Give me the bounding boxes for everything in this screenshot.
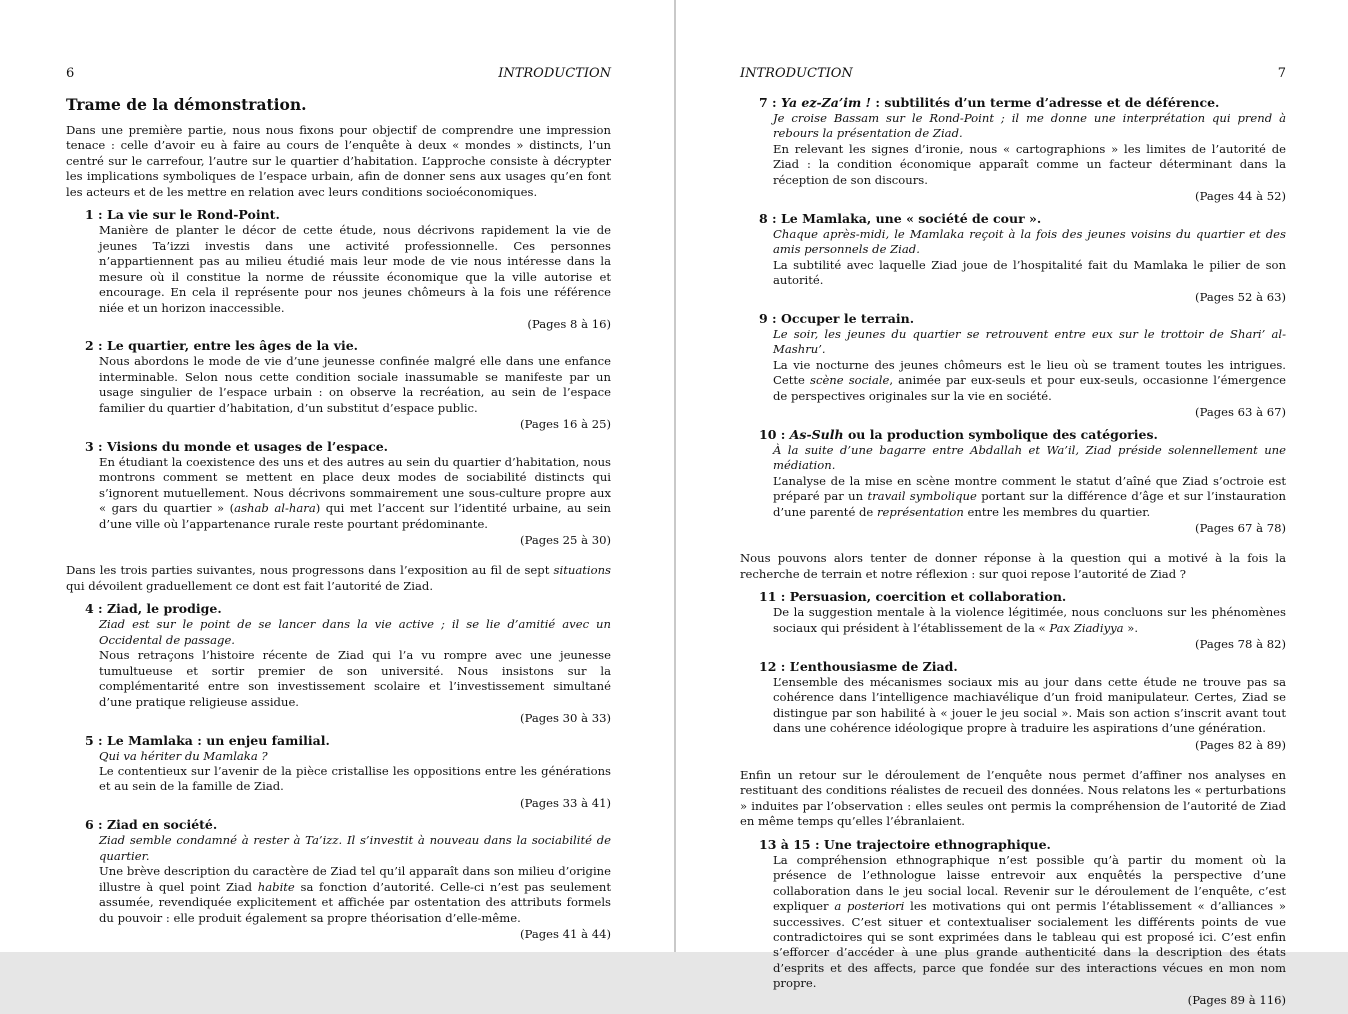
chapter-title: 2 : Le quartier, entre les âges de la vie. (85, 338, 359, 354)
transition-paragraph (66, 563, 611, 594)
chapter-summary (773, 474, 1286, 520)
text-run: De la suggestion mentale à la violence légitimée, nous concluons sur les phénomènes sociaux qui président à l’établissement de la « (773, 605, 1286, 635)
chapter-8 (759, 211, 1286, 305)
page-range: (Pages 82 à 89) (1195, 737, 1286, 752)
chapter-summary: En relevant les signes d’ironie, nous « cartographions » les limites de l’autorité de Ziad : la condition économique apparaît comme un facteur déterminant dans la réception de son discours. (773, 141, 1286, 187)
chapter-lead: À la suite d’une bagarre entre Abdallah et Wa’il, Ziad préside solennellement une médiation. (773, 442, 1286, 473)
text-run: portant sur la différence d’âge et sur l’instauration d’une parenté de (773, 489, 1286, 519)
page-range: (Pages 78 à 82) (1195, 637, 1286, 652)
emphasis: représentation (876, 504, 964, 519)
page-range: (Pages 16 à 25) (520, 417, 611, 432)
chapter-title (759, 95, 1286, 111)
chapter-2 (85, 338, 611, 432)
chapter-title: 1 : La vie sur le Rond-Point. (85, 207, 280, 223)
chapter-lead: Je croise Bassam sur le Rond-Point ; il me donne une interprétation qui prend à rebours la présentation de Ziad. (773, 111, 1286, 141)
page-range: (Pages 63 à 67) (1195, 405, 1286, 420)
emphasis: scène sociale (810, 373, 890, 388)
emphasis: travail symbolique (867, 489, 977, 504)
chapter-summary: Nous abordons le mode de vie d’une jeunesse confinée malgré elle dans une enfance interminable. Selon nous cette condition sociale inassumable se manifeste par un usage singulier de l’espace urbain : on observe la recréation, au sein de l’espace familier du quartier d’habitation, d’un substitut d’espace public. (99, 354, 611, 415)
chapter-title: 8 : Le Mamlaka, une « société de cour ». (759, 210, 1042, 226)
text-run: L’analyse de la mise en scène montre comment le statut d’aîné que Ziad s’octroie est préparé par un (773, 473, 1286, 504)
chapter-10 (759, 427, 1286, 537)
right-page (676, 0, 1348, 1007)
page-range: (Pages 30 à 33) (520, 711, 611, 726)
chapter-title: 5 : Le Mamlaka : un enjeu familial. (85, 732, 330, 748)
text-run: sa fonction d’autorité. Celle-ci n’est pas seulement assumée, revendiquée explicitement et affichée par ostentation des attributs formels du pouvoir : elle produit également sa propre théorisation d’elle-même. (99, 879, 611, 925)
text-run: La vie nocturne des jeunes chômeurs est le lieu où se trament toutes les intrigues. Cette (773, 357, 1286, 388)
chapter-title: 12 : L’enthousiasme de Ziad. (759, 658, 958, 674)
chapter-summary (99, 455, 611, 532)
text-run: ou la production symbolique des catégories. (843, 426, 1158, 442)
intro-paragraph: Dans une première partie, nous nous fixons pour objectif de comprendre une impression tenace : celle d’avoir eu à faire au cours de l’enquête à deux « mondes » distincts, l’un centré sur le carrefour, l’autre sur le quartier d’habitation. L’approche consiste à décrypter les implications symboliques de l’espace urbain, afin de donner sens aux usages qu’en font les acteurs et de les mettre en relation avec leurs conditions socioéconomiques. (66, 123, 611, 199)
chapter-13-15 (759, 837, 1286, 1009)
chapter-5 (85, 733, 611, 812)
chapter-title: 4 : Ziad, le prodige. (85, 601, 222, 617)
text-run: En étudiant la coexistence des uns et des autres au sein du quartier d’habitation, nous montrons comment se mettent en place deux modes de sociabilité distincts qui s’ignorent mutuellement. Nous décrivons sommairement une sous-culture propre aux « gars du quartier » ( (99, 454, 611, 516)
text-run: qui dévoilent graduellement ce dont est fait l’autorité de Ziad. (66, 578, 434, 593)
chapter-4 (85, 601, 611, 726)
chapter-lead: Ziad semble condamné à rester à Ta’izz. Il s’investit à nouveau dans la sociabilité de quartier. (99, 833, 611, 863)
chapter-summary: Manière de planter le décor de cette étude, nous décrivons rapidement la vie de jeunes Ta’izzi investis dans une activité professionnelle. Ces personnes n’appartiennent pas au milieu étudié mais leur mode de vie nous intéresse dans la mesure où il constitue la norme de réussite économique que la ville autorise et encourage. En cela il représente pour nos jeunes chômeurs à la fois une référence niée et un horizon inaccessible. (99, 223, 611, 315)
emphasis: Pax Ziadiyya (1049, 620, 1124, 635)
emphasis: habite (257, 879, 295, 894)
text-run: Une brève description du caractère de Ziad tel qu’il apparaît dans son milieu d’origine illustre à quel point Ziad (99, 864, 611, 894)
chapter-9 (759, 311, 1286, 421)
chapter-title: 13 à 15 : Une trajectoire ethnographique. (759, 836, 1051, 852)
chapter-title: 6 : Ziad en société. (85, 817, 218, 833)
emphasis: Ya ez-Za’im ! (781, 95, 872, 110)
text-run: ) qui met l’accent sur l’identité urbaine, au sein d’une ville où l’appartenance rurale reste pourtant prédominante. (99, 501, 611, 531)
page-range: (Pages 8 à 16) (527, 316, 611, 331)
chapter-summary: Le contentieux sur l’avenir de la pièce cristallise les oppositions entre les générations et au sein de la famille de Ziad. (99, 763, 611, 794)
chapter-summary (773, 358, 1286, 404)
chapter-summary: La subtilité avec laquelle Ziad joue de l’hospitalité fait du Mamlaka le pilier de son autorité. (773, 257, 1286, 288)
chapter-lead: Ziad est sur le point de se lancer dans la vie active ; il se lie d’amitié avec un Occidental de passage. (99, 617, 611, 647)
page-range: (Pages 33 à 41) (520, 795, 611, 810)
chapter-12 (759, 659, 1286, 753)
closing-paragraph: Enfin un retour sur le déroulement de l’enquête nous permet d’affiner nos analyses en restituant des conditions réalistes de recueil des données. Nous relatons les « perturbations » induites par l’observation : elles seules ont permis la compréhension de l’autorité de Ziad en même temps qu’elles l’ébranlaient. (740, 767, 1286, 829)
text-run: entre les membres du quartier. (963, 504, 1151, 519)
right-page-content (740, 95, 1286, 1014)
chapter-lead: Qui va hériter du Mamlaka ? (99, 748, 268, 763)
section-heading: Trame de la démonstration. (66, 95, 307, 114)
chapter-title: 9 : Occuper le terrain. (759, 310, 915, 326)
chapter-3 (85, 439, 611, 549)
chapter-7 (759, 95, 1286, 205)
emphasis: As-Sulh (789, 426, 844, 442)
chapter-1 (85, 207, 611, 332)
page-number: 6 (66, 66, 75, 81)
chapter-lead: Le soir, les jeunes du quartier se retrouvent entre eux sur le trottoir de Shari’ al-Mashru’. (773, 326, 1286, 357)
page-range: (Pages 44 à 52) (1195, 189, 1286, 204)
running-title: INTRODUCTION (740, 66, 853, 81)
text-run: , animée par eux-seuls et pour eux-seuls, occasionne l’émergence de perspectives originales sur la vie en société. (773, 373, 1287, 403)
text-run: ». (1123, 620, 1139, 635)
text-run: 10 : (759, 426, 790, 442)
chapter-summary (99, 864, 611, 926)
chapter-title: 3 : Visions du monde et usages de l’espace. (85, 438, 388, 454)
chapter-summary (773, 853, 1286, 992)
page-range: (Pages 25 à 30) (520, 532, 611, 547)
chapter-summary: Nous retraçons l’histoire récente de Ziad qui l’a vu rompre avec une jeunesse tumultueuse et sortir premier de son université. Nous insistons sur la complémentarité entre son investissement scolaire et l’investissement simultané d’une pratique religieuse assidue. (99, 648, 611, 709)
chapter-6 (85, 817, 611, 942)
emphasis: ashab al-hara (234, 501, 316, 516)
text-run: Dans les trois parties suivantes, nous progressons dans l’exposition au fil de sept (66, 563, 554, 578)
text-run: La compréhension ethnographique n’est possible qu’à partir du moment où la présence de l’ethnologue laisse entrevoir aux enquêtés la perspective d’une collaboration dans le jeu social local. Revenir sur le déroulement de l’enquête, c’est expliquer (773, 852, 1286, 914)
chapter-title (759, 427, 1286, 443)
page-range: (Pages 89 à 116) (1187, 992, 1286, 1007)
page-number: 7 (1277, 66, 1286, 81)
transition-paragraph: Nous pouvons alors tenter de donner réponse à la question qui a motivé à la fois la recherche de terrain et notre réflexion : sur quoi repose l’autorité de Ziad ? (740, 551, 1286, 581)
running-title: INTRODUCTION (498, 66, 611, 81)
page-range: (Pages 52 à 63) (1195, 289, 1286, 304)
chapter-title: 11 : Persuasion, coercition et collaboration. (759, 589, 1067, 605)
text-run: 7 : (759, 95, 782, 110)
left-page-content (66, 95, 611, 948)
page-range: (Pages 41 à 44) (520, 927, 611, 942)
chapter-summary: L’ensemble des mécanismes sociaux mis au jour dans cette étude ne trouve pas sa cohérence dans l’intelligence machiavélique d’un froid manipulateur. Certes, Ziad se distingue par son habilité à « jouer le jeu social ». Mais son action s’inscrit avant tout dans une cohérence idéologique propre à traduire les aspirations d’une génération. (773, 674, 1286, 736)
emphasis: situations (553, 563, 611, 578)
chapter-11 (759, 589, 1286, 652)
left-page (0, 0, 674, 952)
text-run: : subtilités d’un terme d’adresse et de déférence. (871, 95, 1220, 110)
chapter-lead: Chaque après-midi, le Mamlaka reçoit à la fois des jeunes voisins du quartier et des amis personnels de Ziad. (773, 226, 1286, 257)
text-run: les motivations qui ont permis l’établissement « d’alliances » successives. C’est situer et contextualiser socialement les différents points de vue contradictoires qui se sont exprimées dans le tableau qui est proposé ici. C’est enfin s’efforcer d’accéder à une plus grande authenticité dans la description des états d’esprits et des affects, parce que fondée sur des interactions vécues en mon nom propre. (773, 899, 1287, 991)
page-range: (Pages 67 à 78) (1195, 520, 1286, 535)
chapter-summary (773, 605, 1286, 636)
emphasis: a posteriori (834, 899, 905, 914)
